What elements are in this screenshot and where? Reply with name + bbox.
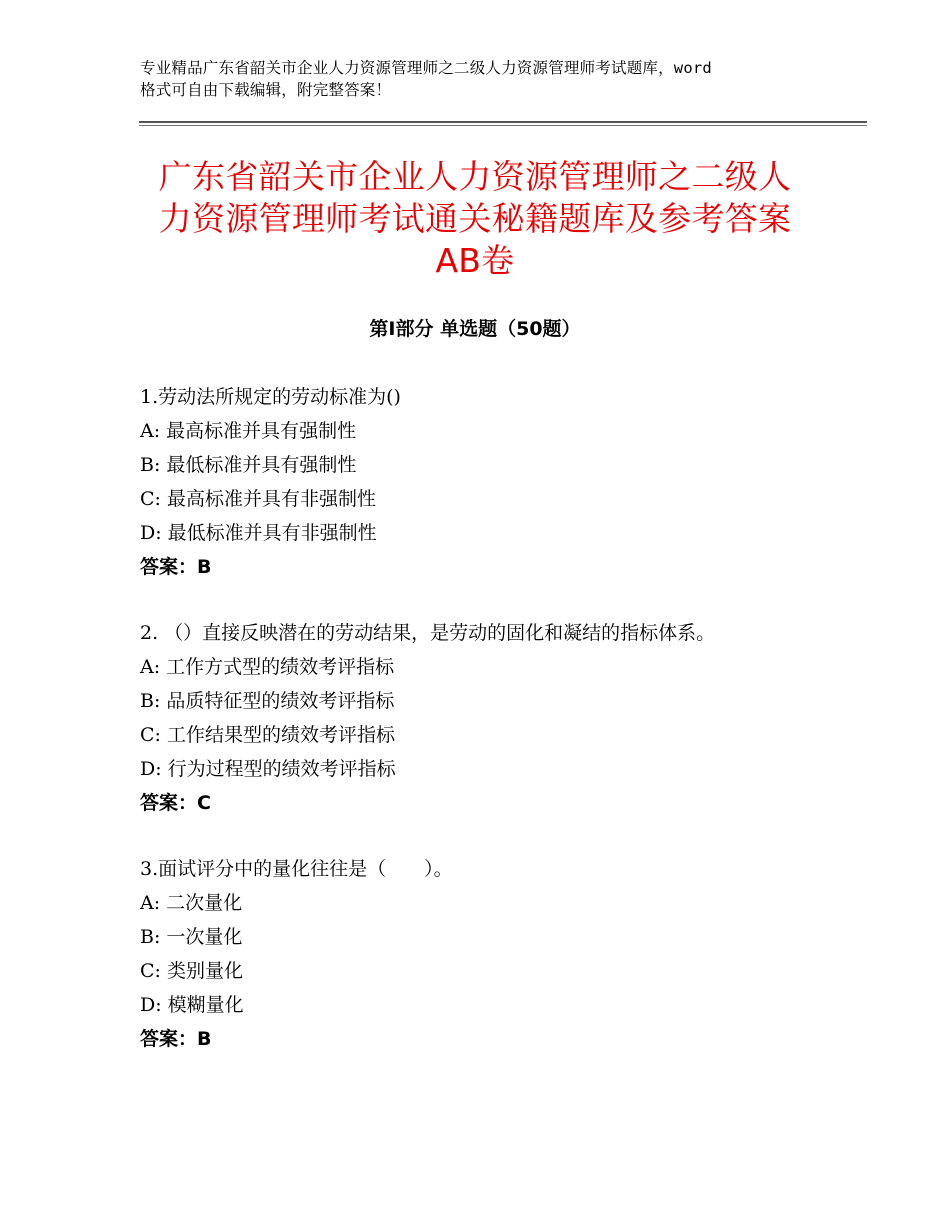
option-c: C: 类别量化 bbox=[140, 960, 243, 982]
question-stem: 3.面试评分中的量化往往是（ ）。 bbox=[140, 858, 453, 880]
header-divider-thick bbox=[139, 121, 867, 123]
question-1 bbox=[140, 380, 840, 584]
option-d: D: 模糊量化 bbox=[140, 994, 244, 1016]
option-d: D: 行为过程型的绩效考评指标 bbox=[140, 758, 396, 780]
document-title-line-2: 力资源管理师考试通关秘籍题库及参考答案 bbox=[158, 199, 792, 238]
question-3 bbox=[140, 852, 840, 1056]
option-b: B: 最低标准并具有强制性 bbox=[140, 454, 357, 476]
header-note-line-2: 格式可自由下载编辑，附完整答案！ bbox=[140, 81, 392, 99]
option-c: C: 工作结果型的绩效考评指标 bbox=[140, 724, 395, 746]
header-divider-thin bbox=[139, 125, 867, 126]
answer-label: 答案：B bbox=[140, 1028, 212, 1050]
question-list bbox=[140, 380, 840, 1088]
option-b: B: 一次量化 bbox=[140, 926, 243, 948]
section-heading: 第Ⅰ部分 单选题（50题） bbox=[369, 318, 581, 340]
question-2 bbox=[140, 616, 840, 820]
option-c: C: 最高标准并具有非强制性 bbox=[140, 488, 376, 510]
answer-label: 答案：C bbox=[140, 792, 211, 814]
header-note-line-1: 专业精品广东省韶关市企业人力资源管理师之二级人力资源管理师考试题库，word bbox=[140, 59, 712, 77]
option-a: A: 二次量化 bbox=[140, 892, 243, 914]
question-stem: 2. （）直接反映潜在的劳动结果，是劳动的固化和凝结的指标体系。 bbox=[140, 622, 716, 644]
header-note bbox=[140, 57, 830, 101]
question-stem: 1.劳动法所规定的劳动标准为() bbox=[140, 386, 401, 408]
document-title-line-1: 广东省韶关市企业人力资源管理师之二级人 bbox=[158, 157, 792, 196]
option-a: A: 工作方式型的绩效考评指标 bbox=[140, 656, 395, 678]
answer-label: 答案：B bbox=[140, 556, 212, 578]
option-b: B: 品质特征型的绩效考评指标 bbox=[140, 690, 395, 712]
document-title bbox=[120, 156, 830, 282]
option-a: A: 最高标准并具有强制性 bbox=[140, 420, 357, 442]
document-title-line-3: AB卷 bbox=[435, 241, 515, 280]
option-d: D: 最低标准并具有非强制性 bbox=[140, 522, 377, 544]
